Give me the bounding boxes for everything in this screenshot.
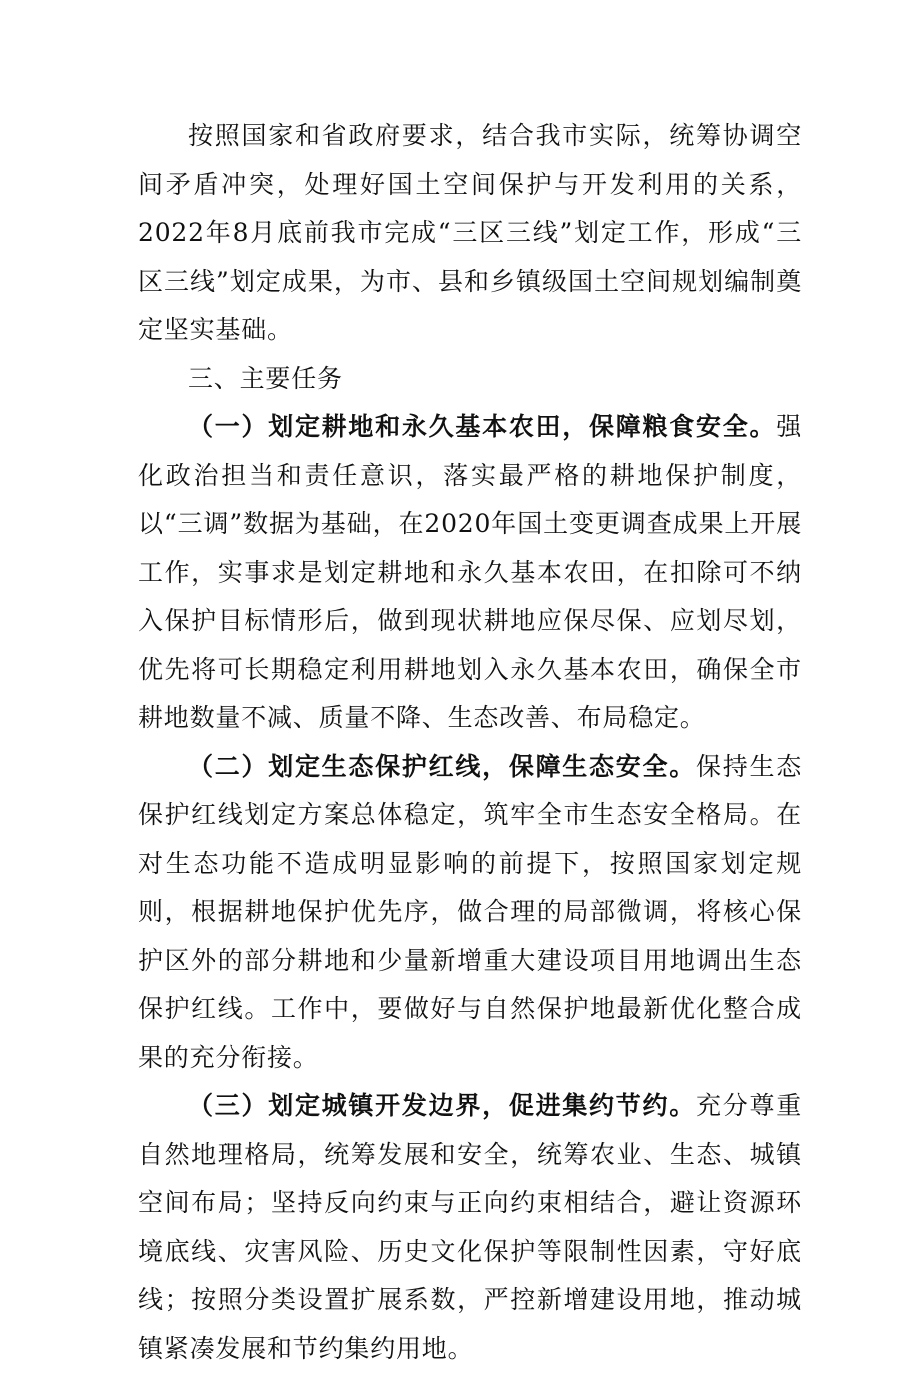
task-body-1: 强化政治担当和责任意识，落实最严格的耕地保护制度，以“三调”数据为基础，在2020年国土变更调查成果上开展工作，实事求是划定耕地和永久基本农田，在扣除可不纳入保护目标情形后，做到现状耕地应保尽保、应划尽划，优先将可长期稳定利用耕地划入永久基本农田，确保全市耕地数量不减、质量不降、生态改善、布局稳定。 [138, 412, 802, 732]
task-lead-2: （二）划定生态保护红线，保障生态安全。 [188, 751, 696, 781]
task-paragraph-1 [138, 403, 802, 743]
document-body [138, 112, 802, 1373]
task-body-3: 充分尊重自然地理格局，统筹发展和安全，统筹农业、生态、城镇空间布局；坚持反向约束与正向约束相结合，避让资源环境底线、灾害风险、历史文化保护等限制性因素，守好底线；按照分类设置扩展系数，严控新增建设用地，推动城镇紧凑发展和节约集约用地。 [138, 1091, 803, 1363]
task-lead-1: （一）划定耕地和永久基本农田，保障粮食安全。 [188, 412, 777, 441]
task-body-2: 保持生态保护红线划定方案总体稳定，筑牢全市生态安全格局。在对生态功能不造成明显影响的前提下，按照国家划定规则，根据耕地保护优先序，做合理的局部微调，将核心保护区外的部分耕地和少量新增重大建设项目用地调出生态保护红线。工作中，要做好与自然保护地最新优化整合成果的充分衔接。 [138, 751, 803, 1072]
task-lead-3: （三）划定城镇开发边界，促进集约节约。 [188, 1091, 696, 1120]
task-paragraph-2 [138, 743, 802, 1083]
intro-paragraph: 按照国家和省政府要求，结合我市实际，统筹协调空间矛盾冲突，处理好国土空间保护与开发利用的关系，2022年8月底前我市完成“三区三线”划定工作，形成“三区三线”划定成果，为市、县和乡镇级国土空间规划编制奠定坚实基础。 [138, 121, 802, 344]
task-paragraph-3 [138, 1082, 802, 1373]
section-heading: 三、主要任务 [188, 363, 343, 393]
